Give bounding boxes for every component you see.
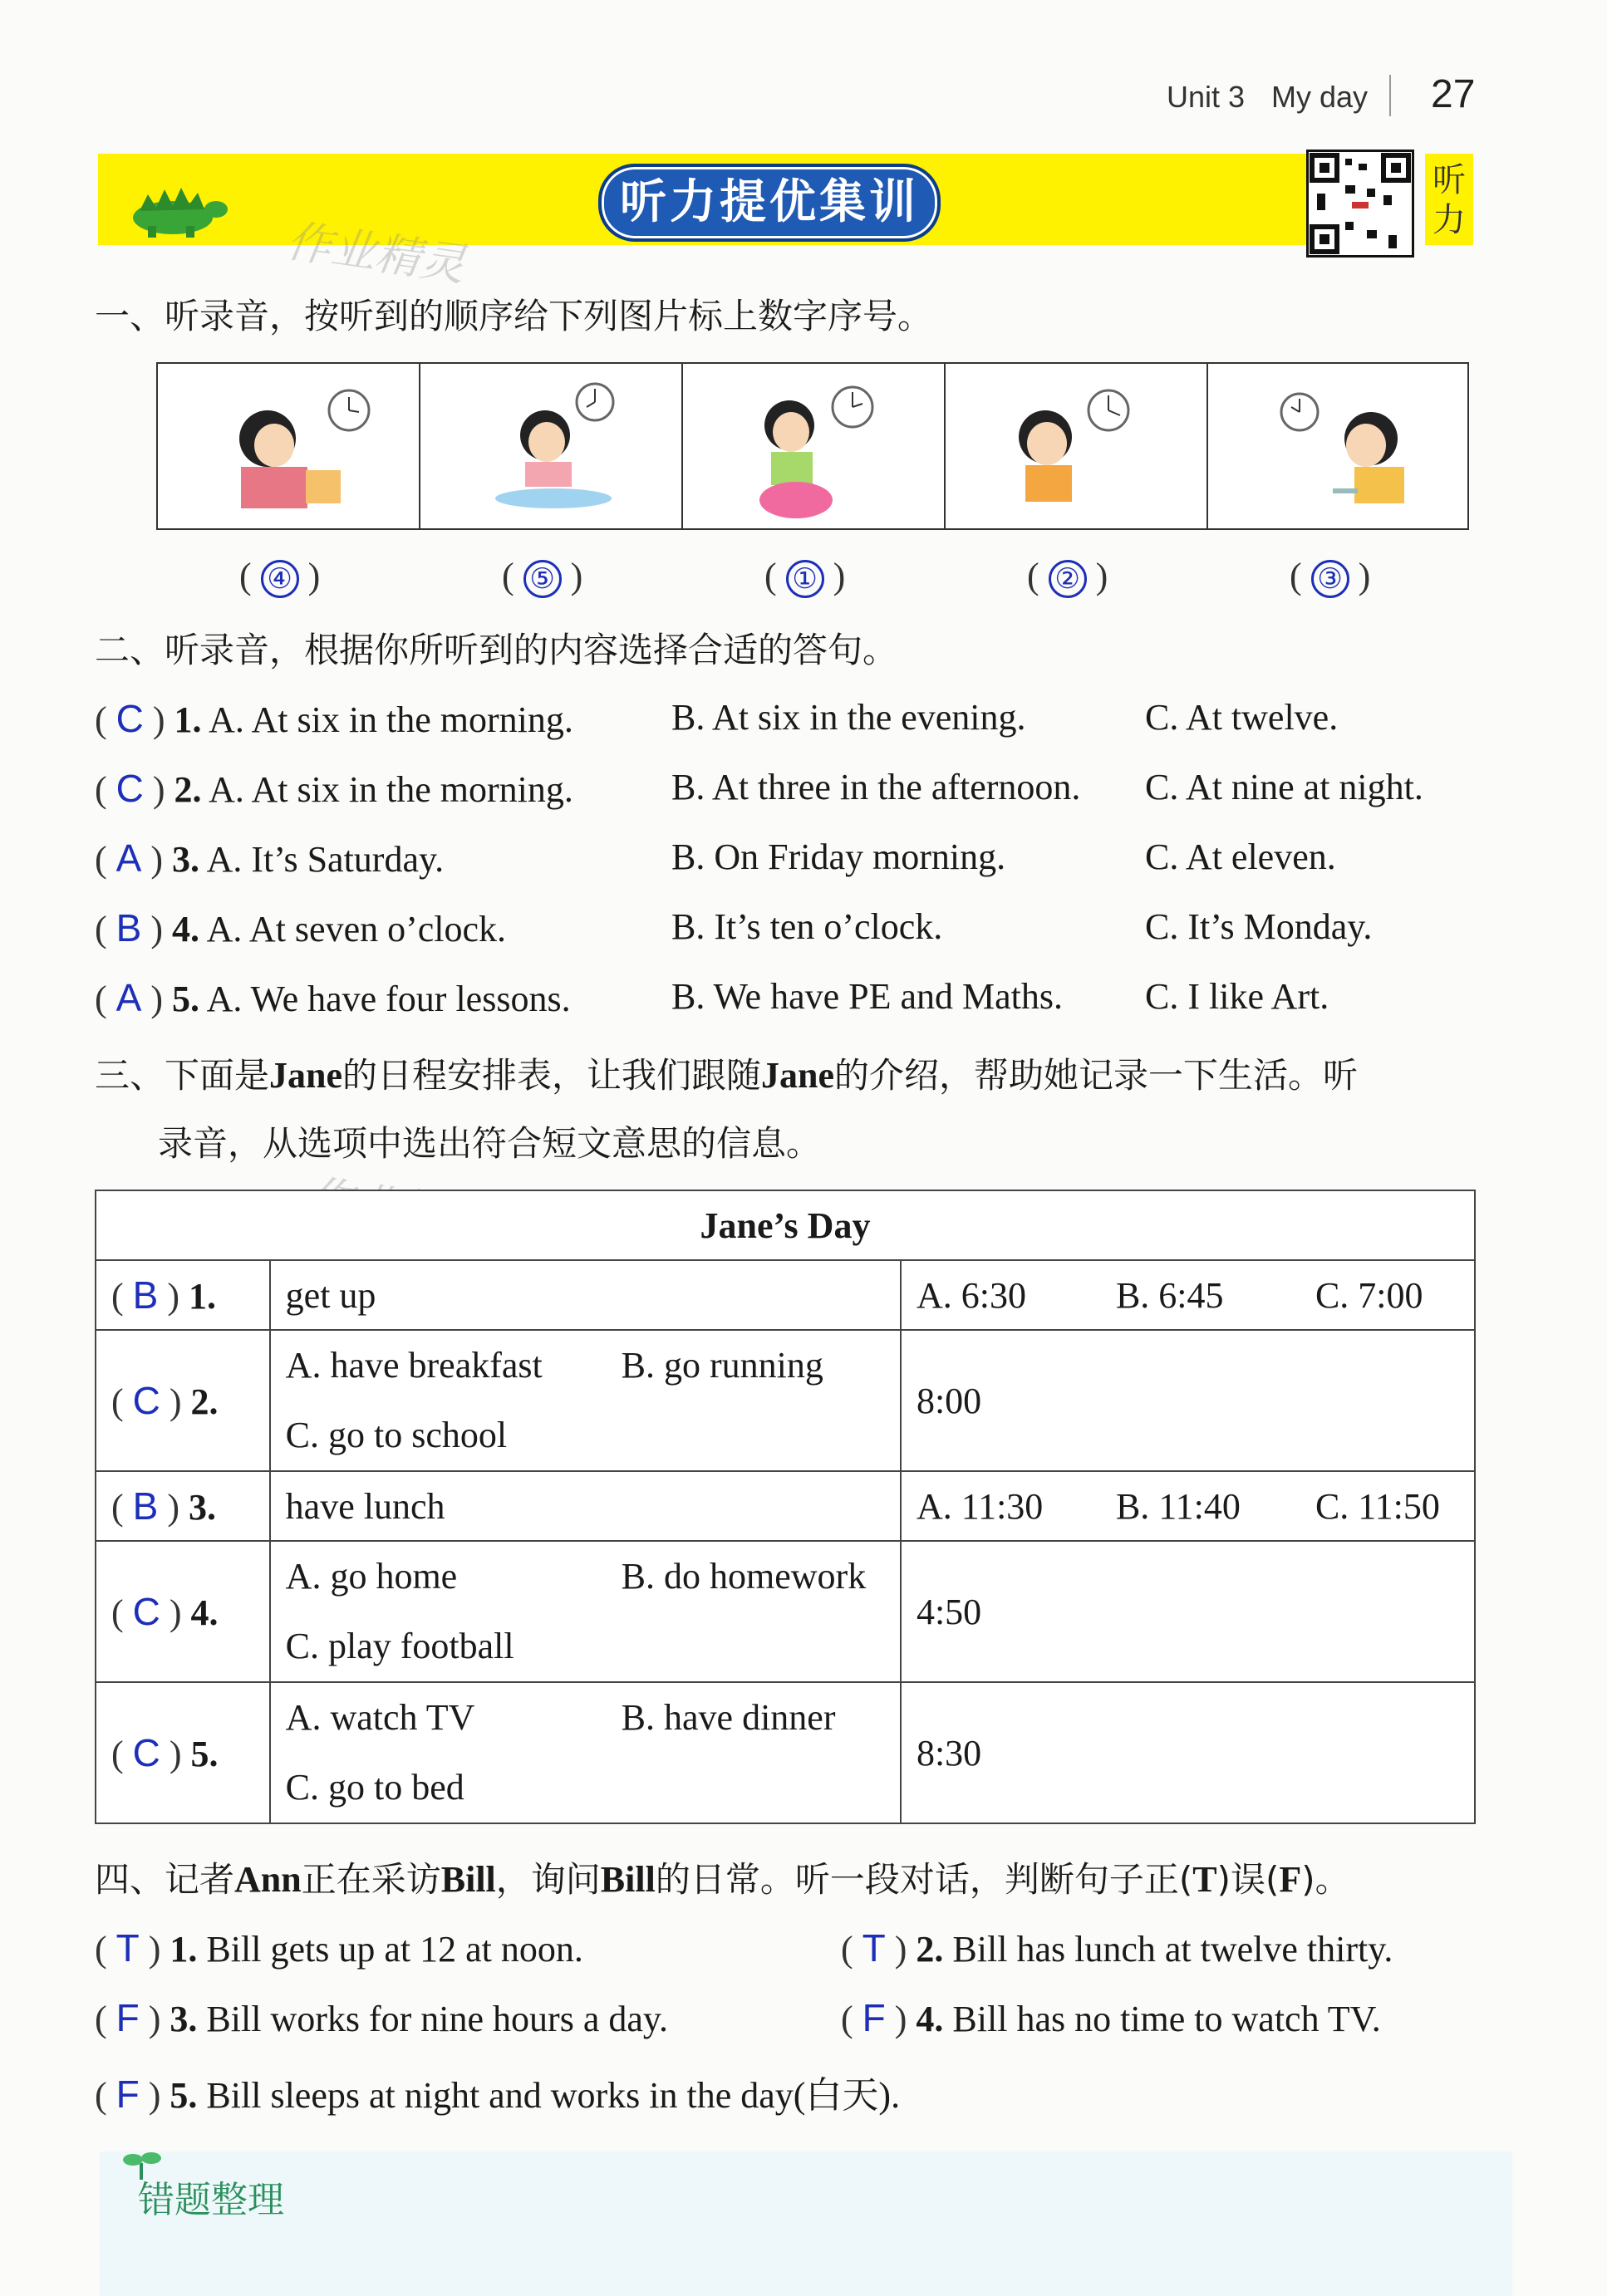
header-divider	[1389, 75, 1391, 116]
table-row	[96, 1541, 1475, 1682]
picture-1	[158, 364, 420, 528]
s2-question-2: ( C ) 2. A. At six in the morning.	[95, 767, 573, 810]
s4-question-5: ( F ) 5. Bill sleeps at night and works in the day(白天).	[95, 2073, 901, 2116]
picture-answer-2: ( ⑤ )	[502, 556, 583, 596]
table-row	[96, 1330, 1475, 1471]
error-notes-title: 错题整理	[138, 2179, 284, 2221]
row-answer: ( C ) 5.	[96, 1682, 270, 1823]
picture-answer-3: ( ① )	[764, 556, 846, 596]
row-activity-options: A. go home B. do homework C. play football	[270, 1541, 901, 1682]
picture-5	[1208, 364, 1469, 528]
s2-question-1: ( C ) 1. A. At six in the morning.	[95, 697, 573, 740]
table-row	[96, 1682, 1475, 1823]
row-answer: ( B ) 1.	[96, 1260, 270, 1330]
janes-day-table	[95, 1190, 1476, 1824]
s2-q1-option-b: B. At six in the evening.	[671, 697, 1026, 738]
section3-title-line2: 录音，从选项中选出符合短文意思的信息。	[158, 1123, 822, 1164]
s2-q3-option-b: B. On Friday morning.	[671, 836, 1006, 877]
row-time-options: A. 11:30 B. 11:40 C. 11:50	[901, 1471, 1475, 1541]
section4-title: 四、记者Ann正在采访Bill，询问Bill的日常。听一段对话，判断句子正(T)误(F)。	[95, 1859, 1350, 1900]
s2-question-3: ( A ) 3. A. It’s Saturday.	[95, 836, 445, 880]
s2-question-4: ( B ) 4. A. At seven o’clock.	[95, 906, 507, 949]
picture-2	[420, 364, 683, 528]
row-activity-options: A. have breakfast B. go running C. go to school	[270, 1330, 901, 1471]
banner-title: 听力提优集训	[598, 164, 941, 242]
picture-strip	[156, 362, 1469, 530]
error-notes-area	[100, 2151, 1512, 2296]
table-row	[96, 1260, 1475, 1330]
s2-q4-option-c: C. It’s Monday.	[1145, 906, 1373, 947]
table-row	[96, 1471, 1475, 1541]
s2-q5-option-c: C. I like Art.	[1145, 976, 1329, 1017]
qr-code-icon[interactable]	[1306, 150, 1414, 258]
s4-question-4: ( F ) 4. Bill has no time to watch TV.	[841, 1996, 1381, 2039]
picture-answer-1: ( ④ )	[239, 556, 321, 596]
unit-title: My day	[1271, 80, 1369, 114]
picture-3	[683, 364, 946, 528]
page-number: 27	[1431, 72, 1476, 116]
unit-label: Unit 3	[1167, 80, 1246, 114]
watermark: 作业精灵	[283, 214, 469, 292]
picture-4	[946, 364, 1208, 528]
s2-q1-option-c: C. At twelve.	[1145, 697, 1339, 738]
listening-tag: 听 力	[1425, 154, 1473, 245]
section2-title: 二、听录音，根据你所听到的内容选择合适的答句。	[95, 630, 898, 670]
row-time-options: A. 6:30 B. 6:45 C. 7:00	[901, 1260, 1475, 1330]
row-activity: get up	[270, 1260, 901, 1330]
row-answer: ( C ) 4.	[96, 1541, 270, 1682]
s2-question-5: ( A ) 5. A. We have four lessons.	[95, 976, 571, 1019]
row-activity-options: A. watch TV B. have dinner C. go to bed	[270, 1682, 901, 1823]
s4-question-1: ( T ) 1. Bill gets up at 12 at noon.	[95, 1926, 583, 1970]
dinosaur-icon	[123, 174, 231, 241]
row-activity: have lunch	[270, 1471, 901, 1541]
s4-question-2: ( T ) 2. Bill has lunch at twelve thirty.	[841, 1926, 1393, 1970]
row-time: 4:50	[901, 1541, 1475, 1682]
section3-title: 三、下面是Jane的日程安排表，让我们跟随Jane的介绍，帮助她记录一下生活。听	[95, 1055, 1359, 1096]
s2-q2-option-b: B. At three in the afternoon.	[671, 767, 1081, 807]
row-answer: ( B ) 3.	[96, 1471, 270, 1541]
section1-title: 一、听录音，按听到的顺序给下列图片标上数字序号。	[95, 296, 933, 336]
table-title: Jane’s Day	[96, 1190, 1475, 1260]
s4-question-3: ( F ) 3. Bill works for nine hours a day.	[95, 1996, 669, 2039]
row-answer: ( C ) 2.	[96, 1330, 270, 1471]
s2-q2-option-c: C. At nine at night.	[1145, 767, 1423, 807]
picture-answer-4: ( ② )	[1027, 556, 1108, 596]
s2-q3-option-c: C. At eleven.	[1145, 836, 1336, 877]
s2-q4-option-b: B. It’s ten o’clock.	[671, 906, 943, 947]
picture-answer-5: ( ③ )	[1290, 556, 1371, 596]
row-time: 8:30	[901, 1682, 1475, 1823]
row-time: 8:00	[901, 1330, 1475, 1471]
s2-q5-option-b: B. We have PE and Maths.	[671, 976, 1064, 1017]
